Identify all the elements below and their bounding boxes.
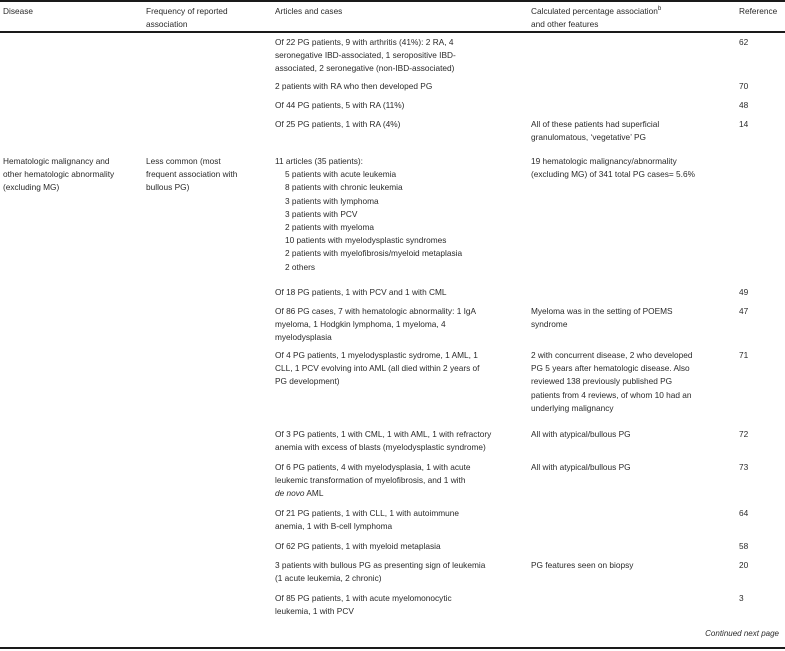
text-line: Of 85 PG patients, 1 with acute myelomonocytic: [275, 593, 452, 603]
list-item: 2 patients with myelofibrosis/myeloid metaplasia: [285, 248, 463, 259]
text-line: Hematologic malignancy and: [3, 156, 110, 166]
row-47-calculated: [531, 305, 673, 331]
row-20-calculated: PG features seen on biopsy: [531, 560, 634, 570]
row-71-calculated: [531, 349, 692, 415]
row-3-articles: [275, 592, 452, 618]
text-line: 2 with concurrent disease, 2 who developed: [531, 350, 693, 360]
text-line: Less common (most: [146, 156, 221, 166]
row-48-articles: Of 44 PG patients, 5 with RA (11%): [275, 100, 405, 110]
row-14-articles: Of 25 PG patients, 1 with RA (4%): [275, 119, 401, 129]
row-49-reference: 49: [739, 287, 749, 297]
text-line: Of 22 PG patients, 9 with arthritis (41%): 2 RA, 4: [275, 37, 454, 47]
text-line: anemia, 1 with B-cell lymphoma: [275, 521, 393, 532]
row-72-calculated: All with atypical/bullous PG: [531, 429, 631, 439]
row-20-articles: [275, 559, 485, 585]
row-14-reference: 14: [739, 119, 749, 129]
row-47-articles: [275, 305, 476, 345]
text-line: Of 86 PG cases, 7 with hematologic abnormality: 1 IgA: [275, 306, 477, 316]
row-hematologic-calculated: [531, 155, 695, 181]
row-hematologic-disease: [3, 155, 114, 195]
header-frequency: [146, 5, 228, 31]
articles-summary: 11 articles (35 patients):: [275, 156, 363, 166]
text-line: underlying malignancy: [531, 402, 614, 413]
header-reference: Reference: [739, 6, 778, 16]
row-72-articles: [275, 428, 491, 454]
text-line: Of 3 PG patients, 1 with CML, 1 with AML, 1 with refractory: [275, 429, 492, 439]
text-line: CLL, 1 PCV evolving into AML (all died within 2 years of: [275, 363, 480, 374]
row-49-articles: Of 18 PG patients, 1 with PCV and 1 with CML: [275, 287, 447, 297]
text-line: 3 patients with bullous PG as presenting sign of leukemia: [275, 560, 486, 570]
row-70-articles: 2 patients with RA who then developed PG: [275, 81, 433, 91]
row-14-calculated: [531, 118, 659, 144]
text-line: (1 acute leukemia, 2 chronic): [275, 573, 382, 584]
list-item: 5 patients with acute leukemia: [285, 169, 397, 180]
row-47-reference: 47: [739, 306, 749, 316]
continued-note: Continued next page: [705, 629, 779, 638]
text-line: myeloma, 1 Hodgkin lymphoma, 1 myeloma, 4: [275, 319, 446, 330]
row-70-reference: 70: [739, 81, 749, 91]
bottom-rule: [0, 647, 785, 649]
header-frequency-line1: Frequency of reported: [146, 6, 228, 16]
text-line: granulomatous, ‘vegetative’ PG: [531, 132, 646, 143]
row-73-articles: [275, 461, 471, 501]
list-item: 2 patients with myeloma: [285, 222, 375, 233]
header-articles: Articles and cases: [275, 6, 343, 16]
text-line: Of 21 PG patients, 1 with CLL, 1 with autoimmune: [275, 508, 460, 518]
header-calculated-line2: and other features: [531, 19, 599, 30]
row-71-articles: [275, 349, 479, 389]
header-rule: [0, 31, 785, 33]
list-item: 3 patients with lymphoma: [285, 195, 379, 206]
text-line: Of 6 PG patients, 4 with myelodysplasia, 1 with acute: [275, 462, 471, 472]
text-line: leukemia, 1 with PCV: [275, 606, 354, 617]
row-73-calculated: All with atypical/bullous PG: [531, 462, 631, 472]
list-item: 8 patients with chronic leukemia: [285, 182, 403, 193]
text-line: reviewed 138 previously published PG: [531, 376, 673, 387]
text-line: myelodysplasia: [275, 332, 332, 343]
row-62-reference: 62: [739, 37, 749, 47]
italic-term: de novo: [275, 488, 305, 499]
row-64-reference: 64: [739, 508, 749, 518]
text-line: associated, 2 seronegative (non-IBD-associated): [275, 63, 455, 74]
footnote-marker: b: [657, 6, 662, 13]
text-line: patients from 4 reviews, of whom 10 had an: [531, 389, 692, 400]
text-line: AML: [304, 488, 324, 499]
row-3-reference: 3: [739, 593, 744, 603]
row-48-reference: 48: [739, 100, 749, 110]
list-item: 2 others: [285, 261, 315, 272]
text-line: Myeloma was in the setting of POEMS: [531, 306, 673, 316]
header-calculated-line1: Calculated percentage association: [531, 6, 658, 16]
row-71-reference: 71: [739, 350, 749, 360]
text-line: PG 5 years after hematologic disease. Also: [531, 363, 690, 374]
row-73-reference: 73: [739, 462, 749, 472]
header-frequency-line2: association: [146, 19, 188, 30]
text-line: seronegative IBD-associated, 1 seropositive IBD-: [275, 50, 456, 61]
text-line: syndrome: [531, 319, 568, 330]
row-20-reference: 20: [739, 560, 749, 570]
list-item: 10 patients with myelodysplastic syndromes: [285, 235, 447, 246]
text-line: leukemic transformation of myelofibrosis, and 1 with: [275, 475, 466, 486]
row-hematologic-frequency: [146, 155, 237, 195]
row-72-reference: 72: [739, 429, 749, 439]
header-disease: Disease: [3, 6, 33, 16]
row-58-articles: Of 62 PG patients, 1 with myeloid metaplasia: [275, 541, 441, 551]
row-62-articles: [275, 36, 456, 76]
text-line: Of 4 PG patients, 1 myelodysplastic sydrome, 1 AML, 1: [275, 350, 478, 360]
list-item: 3 patients with PCV: [285, 208, 358, 219]
top-rule: [0, 0, 785, 2]
text-line: frequent association with: [146, 169, 238, 180]
header-calculated: [531, 5, 661, 31]
row-64-articles: [275, 507, 459, 533]
row-58-reference: 58: [739, 541, 749, 551]
text-line: (excluding MG): [3, 182, 60, 193]
text-line: PG development): [275, 376, 340, 387]
text-line: All of these patients had superficial: [531, 119, 660, 129]
text-line: bullous PG): [146, 182, 190, 193]
text-line: (excluding MG) of 341 total PG cases= 5.6%: [531, 169, 695, 180]
row-hematologic-articles: [275, 155, 462, 274]
text-line: 19 hematologic malignancy/abnormality: [531, 156, 677, 166]
text-line: other hematologic abnormality: [3, 169, 115, 180]
text-line: anemia with excess of blasts (myelodysplastic syndrome): [275, 442, 486, 453]
